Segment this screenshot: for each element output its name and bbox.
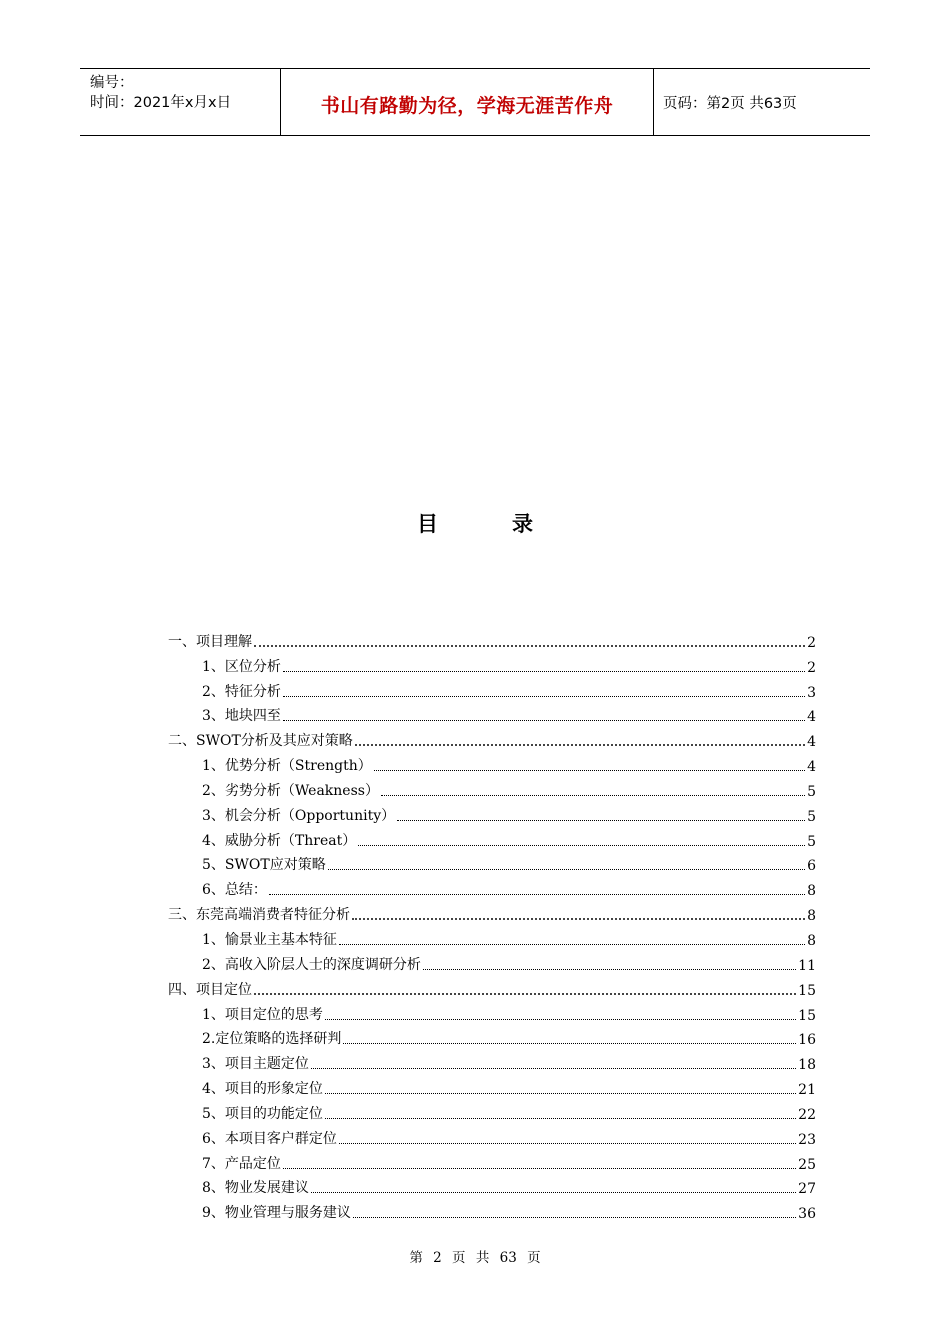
toc-dot-leader bbox=[311, 1068, 796, 1069]
toc-dot-leader bbox=[311, 1192, 796, 1193]
toc-section-entry[interactable] bbox=[168, 924, 816, 949]
toc-entry-page: 4 bbox=[807, 709, 816, 726]
toc-entry-page: 16 bbox=[798, 1032, 816, 1049]
toc-dot-leader bbox=[374, 770, 805, 771]
toc-entry-title: 2.定位策略的选择研判 bbox=[202, 1031, 342, 1048]
toc-entry-page: 5 bbox=[807, 808, 816, 825]
toc-dot-leader bbox=[325, 1093, 796, 1094]
toc-dot-leader bbox=[283, 1168, 796, 1169]
toc-entry-title: 3、机会分析（Opportunity） bbox=[202, 807, 396, 824]
header-motto: 书山有路勤为径，学海无涯苦作舟 bbox=[281, 69, 654, 135]
toc-entry-page: 23 bbox=[798, 1131, 816, 1148]
toc-section-entry[interactable] bbox=[168, 651, 816, 676]
toc-entry-title: 1、愉景业主基本特征 bbox=[202, 931, 337, 948]
toc-dot-leader bbox=[397, 820, 805, 821]
toc-dot-leader bbox=[423, 969, 796, 970]
toc-entry-page: 15 bbox=[798, 1007, 816, 1024]
toc-chapter-entry[interactable] bbox=[168, 899, 816, 924]
toc-entry-page: 4 bbox=[807, 759, 816, 776]
toc-entry-title: 2、劣势分析（Weakness） bbox=[202, 782, 379, 799]
toc-dot-leader bbox=[283, 671, 805, 672]
toc-chapter-entry[interactable] bbox=[168, 626, 816, 651]
toc-entry-title: 1、项目定位的思考 bbox=[202, 1006, 323, 1023]
toc-dot-leader bbox=[339, 1143, 796, 1144]
toc-dot-leader bbox=[269, 894, 805, 895]
toc-entry-title: 3、项目主题定位 bbox=[202, 1056, 309, 1073]
toc-entry-page: 36 bbox=[798, 1206, 816, 1223]
toc-entry-title: 6、总结： bbox=[202, 882, 267, 899]
toc-entry-title: 4、项目的形象定位 bbox=[202, 1081, 323, 1098]
toc-entry-page: 27 bbox=[798, 1181, 816, 1198]
header-page-info: 页码：第2页 共63页 bbox=[663, 95, 797, 112]
toc-entry-page: 15 bbox=[798, 982, 816, 999]
toc-entry-title: 三、东莞高端消费者特征分析 bbox=[168, 907, 350, 924]
toc-entry-title: 9、物业管理与服务建议 bbox=[202, 1205, 351, 1222]
toc-dot-leader bbox=[352, 918, 805, 920]
page-footer: 第 2 页 共 63 页 bbox=[409, 1250, 541, 1266]
toc-section-entry[interactable] bbox=[168, 1148, 816, 1173]
toc-dot-leader bbox=[358, 845, 805, 846]
toc-entry-page: 8 bbox=[807, 908, 816, 925]
toc-section-entry[interactable] bbox=[168, 1123, 816, 1148]
toc-entry-page: 18 bbox=[798, 1057, 816, 1074]
toc-dot-leader bbox=[254, 993, 796, 995]
toc-entry-page: 5 bbox=[807, 783, 816, 800]
toc-dot-leader bbox=[328, 869, 805, 870]
toc-dot-leader bbox=[355, 744, 805, 746]
document-number-label: 编号： bbox=[90, 75, 134, 91]
toc-entry-title: 5、项目的功能定位 bbox=[202, 1105, 323, 1122]
toc-section-entry[interactable] bbox=[168, 1073, 816, 1098]
toc-section-entry[interactable] bbox=[168, 676, 816, 701]
toc-section-entry[interactable] bbox=[168, 1024, 816, 1049]
toc-entry-title: 1、区位分析 bbox=[202, 658, 281, 675]
toc-section-entry[interactable] bbox=[168, 825, 816, 850]
table-of-contents bbox=[168, 626, 816, 1222]
toc-dot-leader bbox=[325, 1019, 796, 1020]
toc-section-entry[interactable] bbox=[168, 949, 816, 974]
toc-section-entry[interactable] bbox=[168, 775, 816, 800]
toc-section-entry[interactable] bbox=[168, 850, 816, 875]
toc-entry-page: 8 bbox=[807, 883, 816, 900]
toc-entry-page: 4 bbox=[807, 734, 816, 751]
toc-entry-title: 3、地块四至 bbox=[202, 708, 281, 725]
toc-entry-title: 6、本项目客户群定位 bbox=[202, 1130, 337, 1147]
toc-entry-page: 5 bbox=[807, 833, 816, 850]
toc-entry-page: 3 bbox=[807, 684, 816, 701]
header-meta bbox=[80, 69, 281, 135]
toc-entry-page: 21 bbox=[798, 1082, 816, 1099]
toc-entry-title: 四、项目定位 bbox=[168, 981, 252, 998]
toc-chapter-entry[interactable] bbox=[168, 725, 816, 750]
toc-section-entry[interactable] bbox=[168, 1098, 816, 1123]
toc-dot-leader bbox=[381, 795, 805, 796]
toc-section-entry[interactable] bbox=[168, 701, 816, 726]
toc-entry-title: 5、SWOT应对策略 bbox=[202, 857, 326, 874]
toc-chapter-entry[interactable] bbox=[168, 974, 816, 999]
toc-section-entry[interactable] bbox=[168, 800, 816, 825]
toc-entry-page: 8 bbox=[807, 932, 816, 949]
document-time: 时间：2021年x月x日 bbox=[90, 95, 232, 111]
toc-entry-page: 2 bbox=[807, 659, 816, 676]
toc-dot-leader bbox=[283, 696, 805, 697]
toc-entry-title: 8、物业发展建议 bbox=[202, 1180, 309, 1197]
toc-entry-title: 2、特征分析 bbox=[202, 683, 281, 700]
toc-section-entry[interactable] bbox=[168, 750, 816, 775]
toc-section-entry[interactable] bbox=[168, 1048, 816, 1073]
toc-entry-page: 11 bbox=[798, 957, 816, 974]
page-header bbox=[80, 68, 870, 136]
toc-title: 目录 bbox=[417, 512, 607, 536]
toc-dot-leader bbox=[254, 645, 805, 647]
toc-entry-page: 25 bbox=[798, 1156, 816, 1173]
toc-dot-leader bbox=[343, 1043, 796, 1044]
toc-entry-page: 6 bbox=[807, 858, 816, 875]
toc-entry-title: 二、SWOT分析及其应对策略 bbox=[168, 733, 353, 750]
toc-dot-leader bbox=[325, 1118, 796, 1119]
toc-entry-page: 22 bbox=[798, 1106, 816, 1123]
toc-section-entry[interactable] bbox=[168, 1197, 816, 1222]
toc-entry-page: 2 bbox=[807, 634, 816, 651]
toc-section-entry[interactable] bbox=[168, 1173, 816, 1198]
toc-entry-title: 2、高收入阶层人士的深度调研分析 bbox=[202, 956, 421, 973]
toc-entry-title: 7、产品定位 bbox=[202, 1155, 281, 1172]
toc-dot-leader bbox=[283, 720, 805, 721]
toc-entry-title: 4、威胁分析（Threat） bbox=[202, 832, 357, 849]
toc-entry-title: 一、项目理解 bbox=[168, 633, 252, 650]
toc-dot-leader bbox=[339, 944, 805, 945]
toc-section-entry[interactable] bbox=[168, 874, 816, 899]
toc-dot-leader bbox=[353, 1217, 796, 1218]
toc-section-entry[interactable] bbox=[168, 999, 816, 1024]
toc-entry-title: 1、优势分析（Strength） bbox=[202, 758, 372, 775]
